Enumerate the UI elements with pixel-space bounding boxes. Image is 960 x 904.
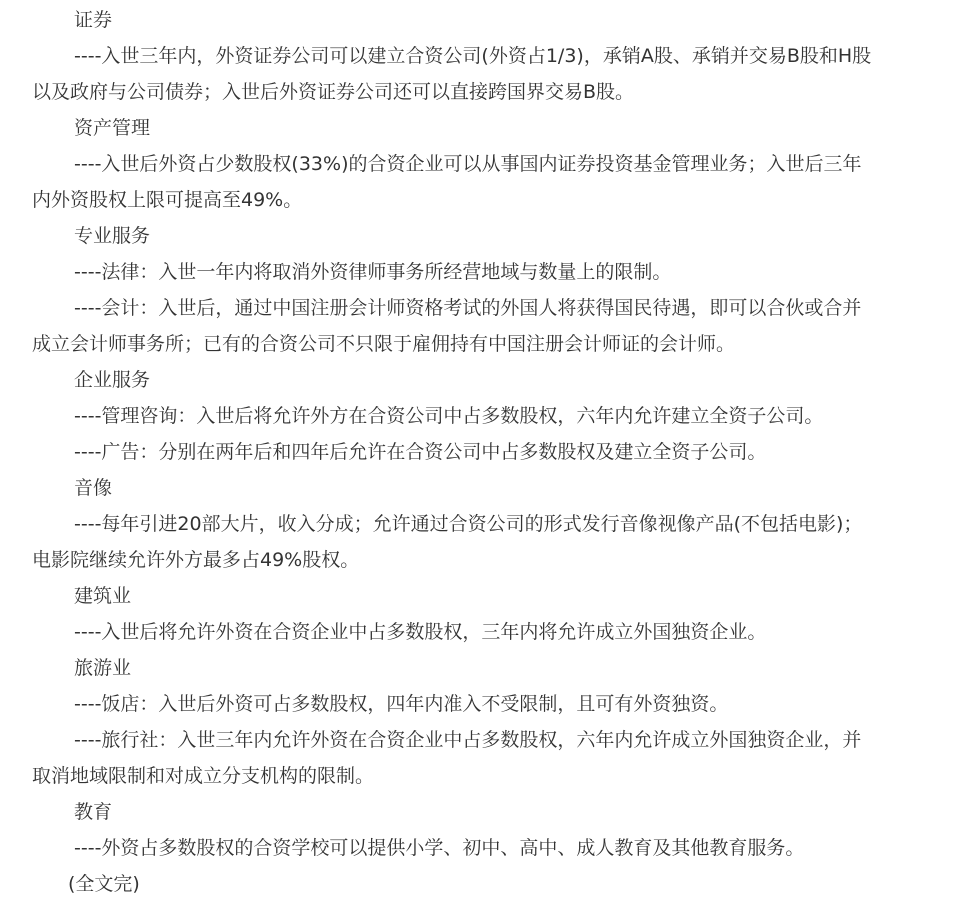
section-heading-asset-management: 资产管理 — [74, 117, 151, 139]
article-end-marker: (全文完) — [68, 873, 140, 895]
paragraph-line: ----管理咨询：入世后将允许外方在合资公司中占多数股权，六年内允许建立全资子公司。 — [74, 405, 824, 427]
paragraph-line: 电影院继续允许外方最多占49%股权。 — [32, 549, 360, 571]
section-heading-construction: 建筑业 — [74, 585, 132, 607]
paragraph-line: 以及政府与公司债券；入世后外资证券公司还可以直接跨国界交易B股。 — [32, 81, 635, 103]
paragraph-line: 取消地域限制和对成立分支机构的限制。 — [32, 765, 375, 787]
paragraph-line: ----广告：分别在两年后和四年后允许在合资公司中占多数股权及建立全资子公司。 — [74, 441, 767, 463]
paragraph-line: ----入世三年内，外资证券公司可以建立合资公司(外资占1/3)，承销A股、承销并交易B股和H股 — [74, 45, 872, 67]
paragraph-line: ----入世后将允许外资在合资企业中占多数股权，三年内将允许成立外国独资企业。 — [74, 621, 767, 643]
paragraph-line: ----法律：入世一年内将取消外资律师事务所经营地域与数量上的限制。 — [74, 261, 672, 283]
paragraph-line: ----饭店：入世后外资可占多数股权，四年内准入不受限制，且可有外资独资。 — [74, 693, 729, 715]
section-heading-education: 教育 — [74, 801, 113, 823]
paragraph-line: ----外资占多数股权的合资学校可以提供小学、初中、高中、成人教育及其他教育服务。 — [74, 837, 805, 859]
paragraph-line: ----会计：入世后，通过中国注册会计师资格考试的外国人将获得国民待遇，即可以合伙或合并 — [74, 297, 862, 319]
paragraph-line: ----入世后外资占少数股权(33%)的合资企业可以从事国内证券投资基金管理业务；入世后三年 — [74, 153, 862, 175]
section-heading-tourism: 旅游业 — [74, 657, 132, 679]
section-heading-audio-video: 音像 — [74, 477, 113, 499]
section-heading-securities: 证券 — [74, 9, 113, 31]
paragraph-line: ----每年引进20部大片，收入分成；允许通过合资公司的形式发行音像视像产品(不包括电影)； — [74, 513, 863, 535]
section-heading-professional-services: 专业服务 — [74, 225, 151, 247]
paragraph-line: 成立会计师事务所；已有的合资公司不只限于雇佣持有中国注册会计师证的会计师。 — [32, 333, 736, 355]
paragraph-line: 内外资股权上限可提高至49%。 — [32, 189, 303, 211]
section-heading-business-services: 企业服务 — [74, 369, 151, 391]
paragraph-line: ----旅行社：入世三年内允许外资在合资企业中占多数股权，六年内允许成立外国独资企业，并 — [74, 729, 862, 751]
